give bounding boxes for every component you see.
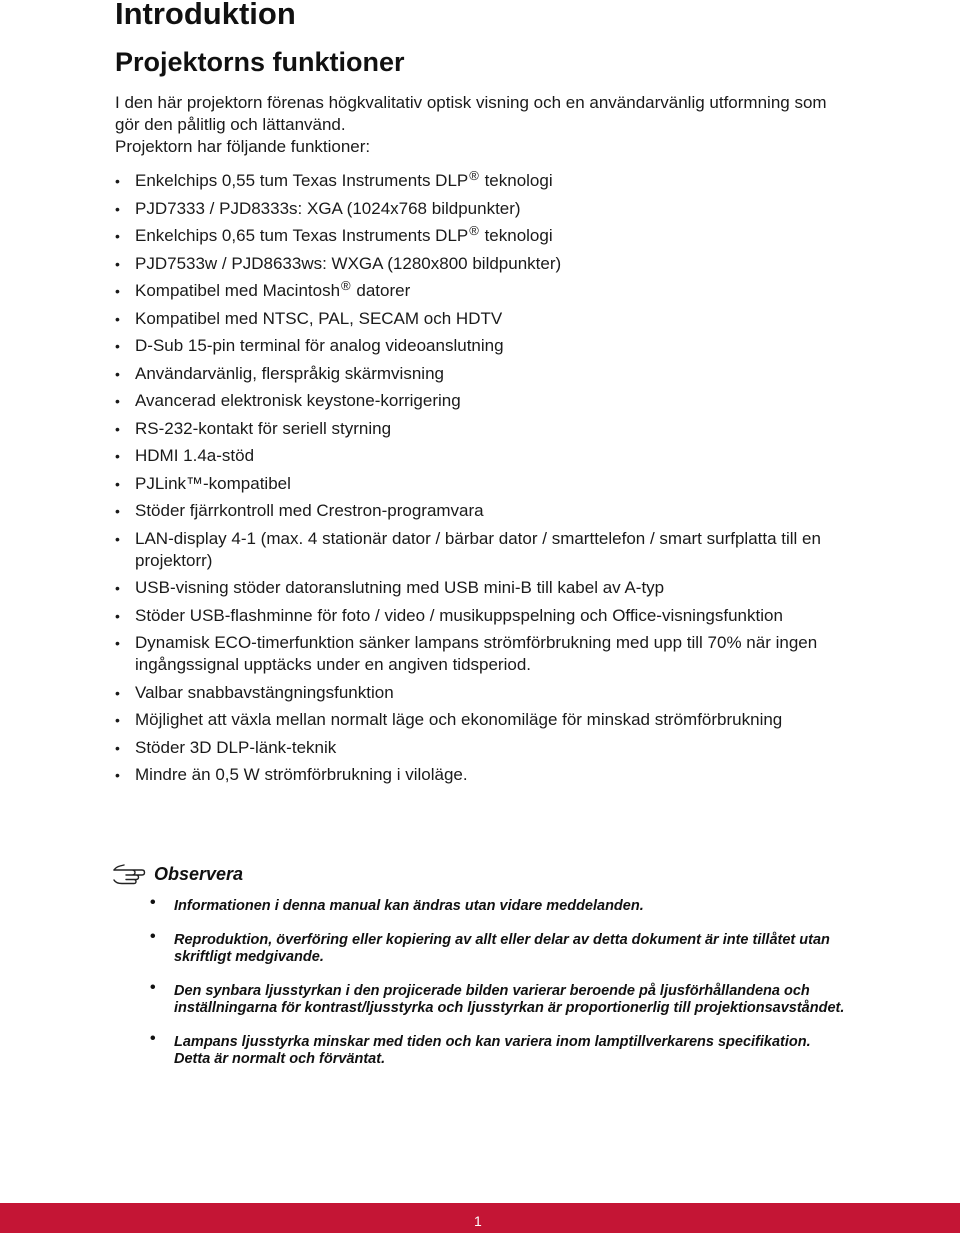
note-header bbox=[112, 860, 243, 888]
feature-item: • Stöder fjärrkontroll med Crestron-programvara bbox=[115, 500, 855, 522]
feature-list bbox=[115, 170, 855, 792]
pointing-hand-icon bbox=[112, 862, 146, 886]
note-item: • Informationen i denna manual kan ändras utan vidare meddelanden. bbox=[150, 898, 850, 915]
registered-mark: ® bbox=[469, 223, 479, 238]
intro-paragraph: I den här projektorn förenas högkvalitativ optisk visning och en användarvänlig utformning som gör den pålitlig och lättanvänd. bbox=[115, 93, 827, 134]
feature-text-suffix: teknologi bbox=[479, 171, 553, 190]
feature-item bbox=[115, 280, 855, 302]
feature-item: • Användarvänlig, flerspråkig skärmvisning bbox=[115, 363, 855, 385]
feature-text: Enkelchips 0,55 tum Texas Instruments DLP bbox=[135, 171, 469, 190]
note-item: • Reproduktion, överföring eller kopiering av allt eller delar av detta dokument är inte tillåtet utan skriftligt medgivande. bbox=[150, 932, 850, 966]
feature-item: • LAN-display 4-1 (max. 4 stationär dator / bärbar dator / smarttelefon / smart surfplatta till en projektorr) bbox=[115, 528, 855, 572]
feature-text-suffix: datorer bbox=[351, 281, 411, 300]
feature-item bbox=[115, 225, 855, 247]
feature-item: • PJD7333 / PJD8333s: XGA (1024x768 bildpunkter) bbox=[115, 198, 855, 220]
feature-item: • Mindre än 0,5 W strömförbrukning i viloläge. bbox=[115, 764, 855, 786]
feature-text: Kompatibel med Macintosh bbox=[135, 281, 341, 300]
note-list bbox=[150, 898, 850, 1068]
feature-text-suffix: teknologi bbox=[479, 226, 553, 245]
note-item: • Lampans ljusstyrka minskar med tiden och kan variera inom lamptillverkarens specifikation. Detta är normalt och förväntat. bbox=[150, 1034, 850, 1068]
feature-item: • Avancerad elektronisk keystone-korrigering bbox=[115, 390, 855, 412]
feature-item: • Kompatibel med NTSC, PAL, SECAM och HDTV bbox=[115, 308, 855, 330]
feature-item: • Stöder USB-flashminne för foto / video / musikuppspelning och Office-visningsfunktion bbox=[115, 605, 855, 627]
feature-item: • USB-visning stöder datoranslutning med USB mini-B till kabel av A-typ bbox=[115, 577, 855, 599]
feature-item bbox=[115, 170, 855, 192]
feature-item: • Dynamisk ECO-timerfunktion sänker lampans strömförbrukning med upp till 70% när ingen ingångssignal upptäcks under en angiven tidsperiod. bbox=[115, 632, 855, 676]
feature-item: • PJD7533w / PJD8633ws: WXGA (1280x800 bildpunkter) bbox=[115, 253, 855, 275]
page-title: Introduktion bbox=[115, 0, 296, 31]
intro-lead-in: Projektorn har följande funktioner: bbox=[115, 137, 371, 156]
intro-text bbox=[115, 92, 835, 158]
feature-item: • D-Sub 15-pin terminal för analog videoanslutning bbox=[115, 335, 855, 357]
page-number: 1 bbox=[474, 1213, 482, 1229]
feature-item: • RS-232-kontakt för seriell styrning bbox=[115, 418, 855, 440]
feature-item: • Valbar snabbavstängningsfunktion bbox=[115, 682, 855, 704]
feature-item: • PJLink™-kompatibel bbox=[115, 473, 855, 495]
feature-item: • HDMI 1.4a-stöd bbox=[115, 445, 855, 467]
note-item: • Den synbara ljusstyrkan i den projicerade bilden varierar beroende på ljusförhållandena och inställningarna för kontrast/ljusstyrka och ljusstyrkan är proportionerlig till projektionsavståndet. bbox=[150, 983, 850, 1017]
registered-mark: ® bbox=[341, 278, 351, 293]
feature-item: • Möjlighet att växla mellan normalt läge och ekonomiläge för minskad strömförbrukning bbox=[115, 709, 855, 731]
section-title: Projektorns funktioner bbox=[115, 47, 405, 77]
feature-item: • Stöder 3D DLP-länk-teknik bbox=[115, 737, 855, 759]
feature-text: Enkelchips 0,65 tum Texas Instruments DLP bbox=[135, 226, 469, 245]
note-title: Observera bbox=[154, 863, 244, 884]
registered-mark: ® bbox=[469, 168, 479, 183]
